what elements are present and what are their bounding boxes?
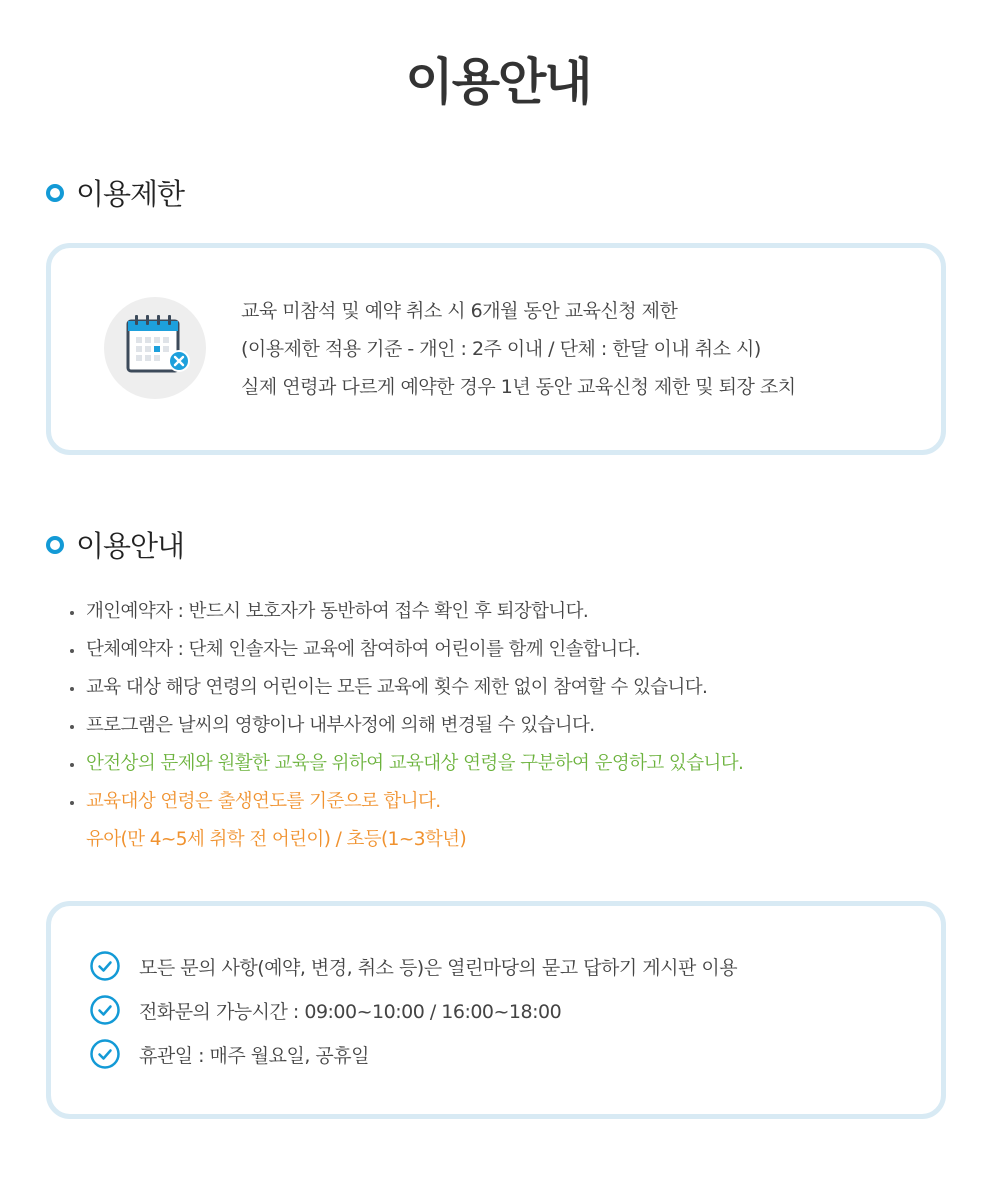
contact-item-text: 모든 문의 사항(예약, 변경, 취소 등)은 열린마당의 묻고 답하기 게시판 이용 xyxy=(139,956,738,979)
check-circle-icon xyxy=(89,1038,121,1070)
restriction-text xyxy=(241,296,796,410)
page-title: 이용안내 xyxy=(405,53,591,111)
guide-item: 프로그램은 날씨의 영향이나 내부사정에 의해 변경될 수 있습니다. xyxy=(66,708,743,746)
guide-item: 개인예약자 : 반드시 보호자가 동반하여 접수 확인 후 퇴장합니다. xyxy=(66,594,743,632)
calendar-cancel-icon xyxy=(104,297,206,399)
section-heading-label: 이용제한 xyxy=(76,177,185,211)
guide-item-highlight: 안전상의 문제와 원활한 교육을 위하여 교육대상 연령을 구분하여 운영하고 있습니다. xyxy=(66,746,743,784)
section-bullet-icon xyxy=(46,184,64,202)
restriction-line: 실제 연령과 다르게 예약한 경우 1년 동안 교육신청 제한 및 퇴장 조치 xyxy=(241,376,796,398)
section-heading-guide xyxy=(46,524,184,565)
contact-box xyxy=(46,901,946,1119)
guide-list xyxy=(66,594,743,860)
contact-item xyxy=(89,944,737,988)
restriction-box xyxy=(46,243,946,455)
contact-item xyxy=(89,988,737,1032)
guide-item: 단체예약자 : 단체 인솔자는 교육에 참여하여 어린이를 함께 인솔합니다. xyxy=(66,632,743,670)
section-heading-restriction xyxy=(46,172,184,213)
section-bullet-icon xyxy=(46,536,64,554)
guide-item-age-detail: 유아(만 4~5세 취학 전 어린이) / 초등(1~3학년) xyxy=(86,829,467,850)
check-circle-icon xyxy=(89,950,121,982)
contact-item-text: 전화문의 가능시간 : 09:00~10:00 / 16:00~18:00 xyxy=(139,1000,562,1023)
guide-item: 교육 대상 해당 연령의 어린이는 모든 교육에 횟수 제한 없이 참여할 수 있습니다. xyxy=(66,670,743,708)
section-heading-label: 이용안내 xyxy=(76,529,185,563)
guide-item-age: 교육대상 연령은 출생연도를 기준으로 합니다. xyxy=(66,784,743,822)
check-circle-icon xyxy=(89,994,121,1026)
contact-item-text: 휴관일 : 매주 월요일, 공휴일 xyxy=(139,1044,369,1067)
contact-item xyxy=(89,1032,737,1076)
contact-list xyxy=(89,944,737,1076)
restriction-line: (이용제한 적용 기준 - 개인 : 2주 이내 / 단체 : 한달 이내 취소 시) xyxy=(241,338,761,360)
restriction-line: 교육 미참석 및 예약 취소 시 6개월 동안 교육신청 제한 xyxy=(241,300,678,322)
